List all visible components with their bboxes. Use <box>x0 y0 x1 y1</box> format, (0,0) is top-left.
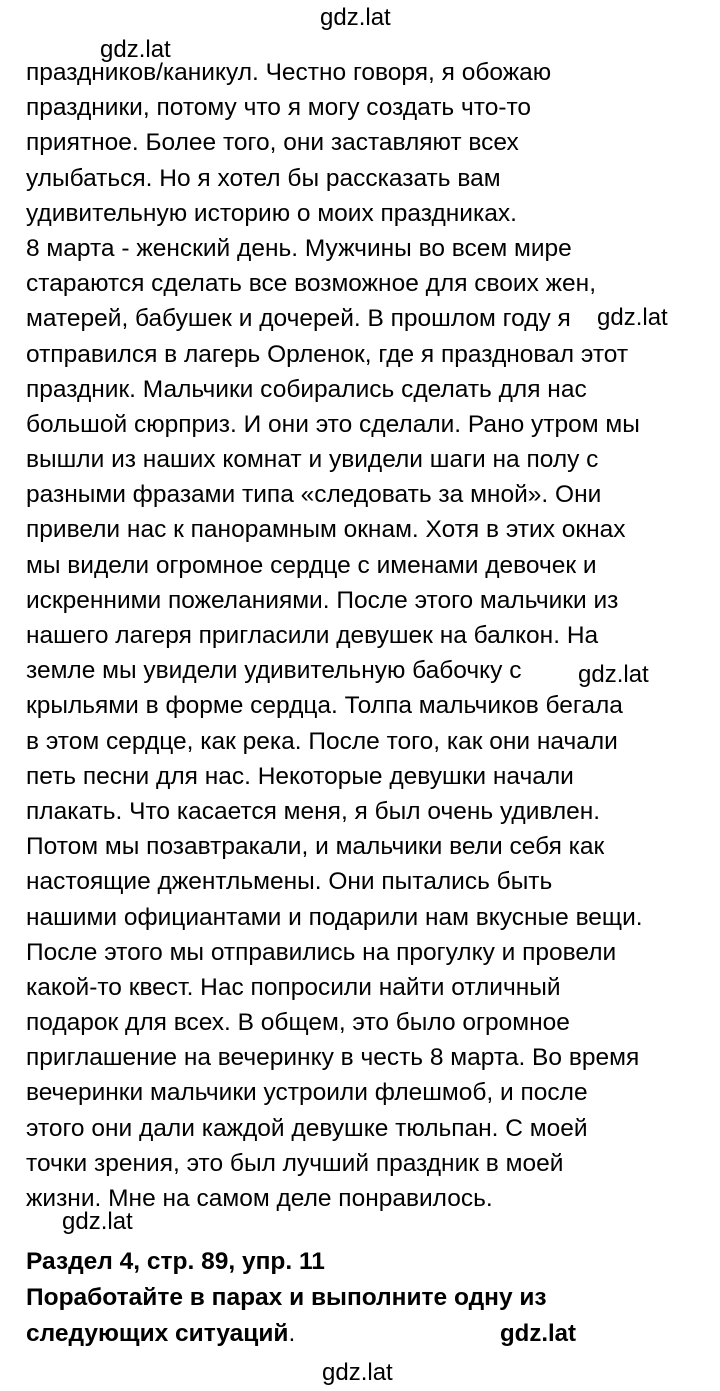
text-line: отправился в лагерь Орленок, где я праздновал этот <box>26 340 629 368</box>
essay-text <box>26 55 716 1216</box>
text-line: земле мы увидели удивительную бабочку с <box>26 657 522 685</box>
text-line: удивительную историю о моих праздниках. <box>26 199 517 227</box>
task-instruction-line <box>26 1316 716 1352</box>
text-line: этого они дали каждой девушке тюльпан. С моей <box>26 1114 588 1142</box>
text-line: стараются сделать все возможное для своих жен, <box>26 270 597 298</box>
text-line: в этом сердце, как река. После того, как они начали <box>26 727 618 755</box>
section-heading: Раздел 4, стр. 89, упр. 11 <box>26 1248 325 1275</box>
text-line: какой-то квест. Нас попросили найти отличный <box>26 973 561 1001</box>
text-line: крыльями в форме сердца. Толпа мальчиков бегала <box>26 692 623 720</box>
text-line: матерей, бабушек и дочерей. В прошлом году я <box>26 305 571 333</box>
task-instruction-line: Поработайте в парах и выполните одну из <box>26 1284 547 1311</box>
text-line: настоящие джентльмены. Они пытались быть <box>26 868 553 896</box>
text-line: жизни. Мне на самом деле понравилось. <box>26 1185 493 1212</box>
text-line: праздники, потому что я могу создать что-то <box>26 94 532 122</box>
text-line: большой сюрприз. И они это сделали. Рано утром мы <box>26 410 640 438</box>
text-line: петь песни для нас. Некоторые девушки начали <box>26 762 574 790</box>
text-line: разными фразами типа «следовать за мной». Они <box>26 481 602 509</box>
text-line: точки зрения, это был лучший праздник в моей <box>26 1149 564 1177</box>
text-line: мы видели огромное сердце с именами девочек и <box>26 551 597 579</box>
watermark-top: gdz.lat <box>320 4 391 31</box>
text-line: праздников/каникул. Честно говоря, я обожаю <box>26 59 552 86</box>
text-line: искренними пожеланиями. После этого мальчики из <box>26 586 619 614</box>
text-line: нашими официантами и подарили нам вкусные вещи. <box>26 903 643 931</box>
watermark: gdz.lat <box>500 1320 576 1347</box>
text-line: После этого мы отправились на прогулку и провели <box>26 938 617 966</box>
watermark: gdz.lat <box>62 1208 133 1235</box>
watermark: gdz.lat <box>597 304 668 331</box>
text-line: Потом мы позавтракали, и мальчики вели себя как <box>26 833 605 861</box>
watermark: gdz.lat <box>100 36 171 63</box>
text-line: праздник. Мальчики собирались сделать для нас <box>26 375 587 403</box>
text-line: плакать. Что касается меня, я был очень удивлен. <box>26 797 601 825</box>
task-instruction-period: . <box>288 1320 296 1347</box>
text-line: вечеринки мальчики устроили флешмоб, и после <box>26 1079 588 1107</box>
watermark: gdz.lat <box>578 661 649 688</box>
watermark-bottom: gdz.lat <box>322 1359 393 1386</box>
text-line: нашего лагеря пригласили девушек на балкон. На <box>26 622 599 649</box>
text-line: подарок для всех. В общем, это было огромное <box>26 1009 570 1037</box>
exercise-section <box>26 1244 716 1352</box>
text-line: приглашение на вечеринку в честь 8 марта. Во время <box>26 1044 640 1072</box>
task-instruction-text: следующих ситуаций <box>26 1320 289 1347</box>
text-line: вышли из наших комнат и увидели шаги на полу с <box>26 446 599 474</box>
text-line: 8 марта - женский день. Мужчины во всем мире <box>26 234 572 262</box>
text-line: приятное. Более того, они заставляют всех <box>26 129 519 157</box>
text-line: привели нас к панорамным окнам. Хотя в этих окнах <box>26 516 626 544</box>
text-line: улыбаться. Но я хотел бы рассказать вам <box>26 164 501 192</box>
